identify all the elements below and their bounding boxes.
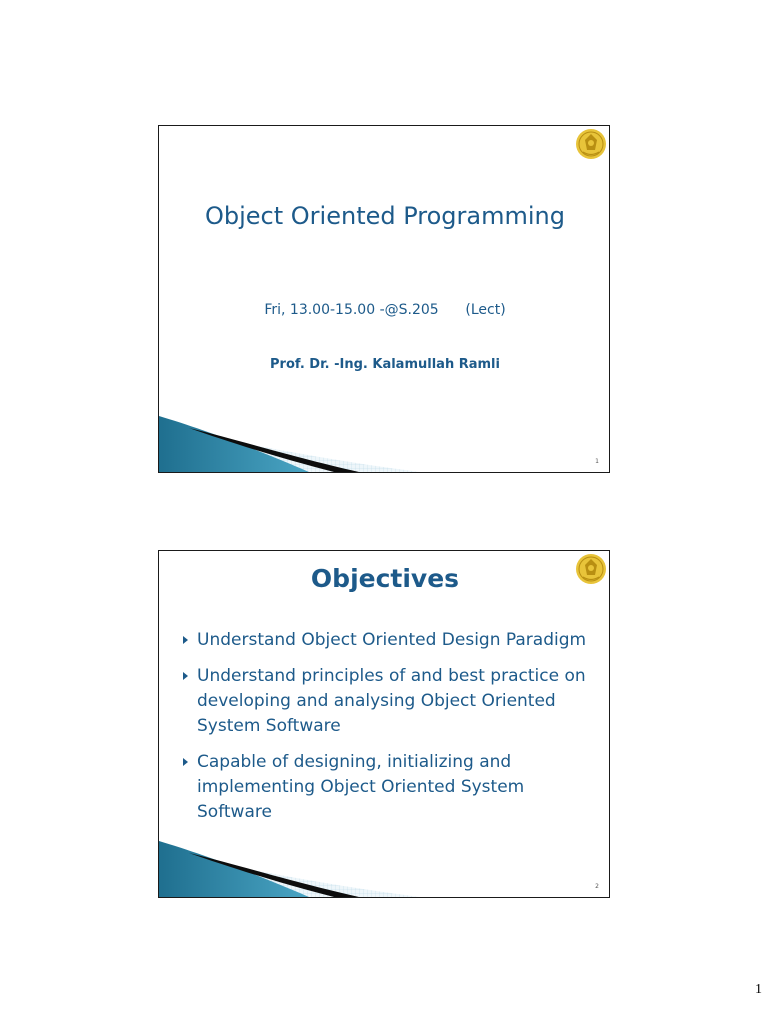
list-item bbox=[181, 750, 591, 825]
author-name: Prof. Dr. -Ing. Kalamullah Ramli bbox=[270, 357, 500, 372]
slide-title: Object Oriented Programming bbox=[205, 202, 565, 230]
slide-number: 2 bbox=[595, 883, 599, 890]
slide-title: Objectives bbox=[310, 564, 460, 593]
schedule-text: Fri, 13.00-15.00 -@S.205 (Lect) bbox=[264, 302, 506, 318]
bullet-text: Understand principles of and best practice on developing and analysing Object Oriented System Software bbox=[197, 666, 586, 736]
objectives-list bbox=[181, 628, 591, 836]
decorative-swoosh bbox=[159, 841, 610, 897]
triangle-bullet-icon bbox=[183, 636, 188, 644]
slide-1 bbox=[158, 125, 610, 473]
triangle-bullet-icon bbox=[183, 758, 188, 766]
list-item bbox=[181, 628, 591, 653]
triangle-bullet-icon bbox=[183, 672, 188, 680]
university-seal-icon bbox=[575, 128, 607, 160]
slide-2 bbox=[158, 550, 610, 898]
bullet-text: Understand Object Oriented Design Paradigm bbox=[197, 630, 587, 650]
page-number: 1 bbox=[755, 982, 762, 997]
slide-number: 1 bbox=[595, 458, 599, 465]
list-item bbox=[181, 664, 591, 739]
decorative-swoosh bbox=[159, 416, 610, 472]
bullet-text: Capable of designing, initializing and implementing Object Oriented System Software bbox=[197, 752, 525, 822]
